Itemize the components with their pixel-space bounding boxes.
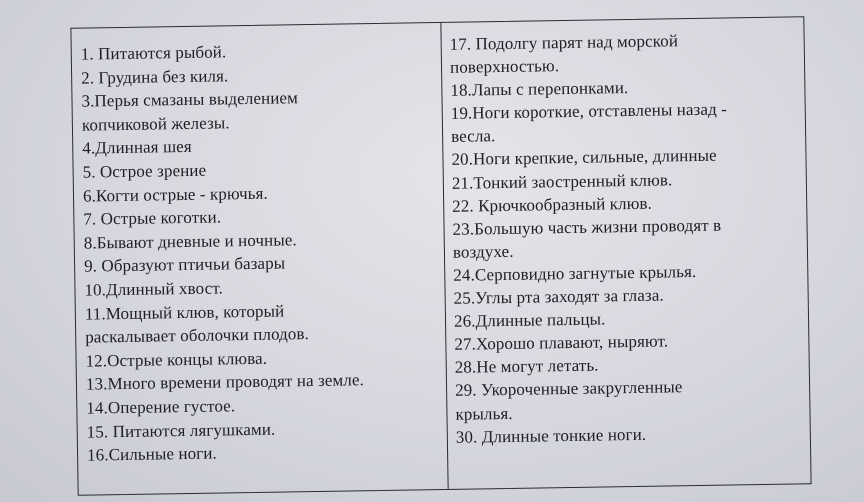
item-line: 13.Много времени проводят на земле.	[85, 370, 365, 394]
item-line: 4.Длинная шея	[82, 137, 192, 158]
item-line: воздухе.	[452, 241, 514, 262]
item-line: 28.Не могут летать.	[454, 355, 599, 378]
item-line: 17. Подолгу парят над морской	[449, 31, 679, 54]
item-line: 20.Ноги крепкие, сильные, длинные	[451, 146, 717, 170]
list-item	[87, 438, 447, 467]
item-line: крылья.	[455, 403, 513, 424]
bird-features-table	[70, 16, 811, 495]
item-line: весла.	[450, 126, 496, 147]
item-line: 25.Углы рта заходят за глаза.	[453, 285, 664, 308]
item-line: 9. Образуют птичьи базары	[83, 253, 286, 276]
item-line: поверхностью.	[449, 56, 560, 77]
item-line: 29. Укороченные закругленные	[454, 377, 683, 401]
item-line: 1. Питаются рыбой.	[80, 42, 227, 64]
item-line: 23.Большую часть жизни проводят в	[452, 215, 722, 239]
item-line: 6.Когти острые - крючья.	[82, 183, 268, 206]
item-line: 5. Острое зрение	[82, 160, 207, 182]
item-line: 30. Длинные тонкие ноги.	[455, 424, 647, 447]
item-line: 26.Длинные пальцы.	[453, 309, 606, 331]
item-line: 3.Перья смазаны выделением	[81, 88, 299, 111]
list-item	[456, 420, 810, 449]
item-line: 19.Ноги короткие, отставлены назад -	[450, 99, 728, 124]
list-item	[452, 212, 807, 264]
item-line: 2. Грудина без киля.	[81, 65, 229, 88]
item-line: 12.Острые концы клюва.	[85, 348, 268, 371]
list-item	[81, 84, 442, 137]
item-line: 7. Острые коготки.	[83, 207, 222, 229]
item-line: 8.Бывают дневные и ночные.	[83, 230, 297, 253]
item-line: 11.Мощный клюв, который	[84, 301, 285, 324]
item-line: 16.Сильные ноги.	[86, 443, 217, 465]
right-column	[441, 17, 810, 489]
item-line: 18.Лапы с перепонками.	[450, 78, 629, 101]
item-line: 14.Оперение густое.	[86, 396, 236, 418]
item-line: копчиковой железы.	[81, 113, 230, 135]
item-line: 22. Крючкообразный клюв.	[452, 193, 653, 216]
left-column	[71, 23, 448, 495]
list-item	[455, 374, 810, 426]
item-line: 10.Длинный хвост.	[84, 278, 223, 300]
item-line: 27.Хорошо плавают, ныряют.	[454, 331, 669, 355]
list-item	[85, 296, 446, 349]
item-line: 15. Питаются лягушками.	[86, 419, 276, 442]
list-item	[449, 27, 804, 79]
item-line: 21.Тонкий заостренный клюв.	[451, 169, 673, 193]
item-line: 24.Серповидно загнутые крылья.	[453, 261, 697, 285]
item-line: раскалывает оболочки плодов.	[85, 324, 310, 347]
list-item	[451, 97, 806, 149]
